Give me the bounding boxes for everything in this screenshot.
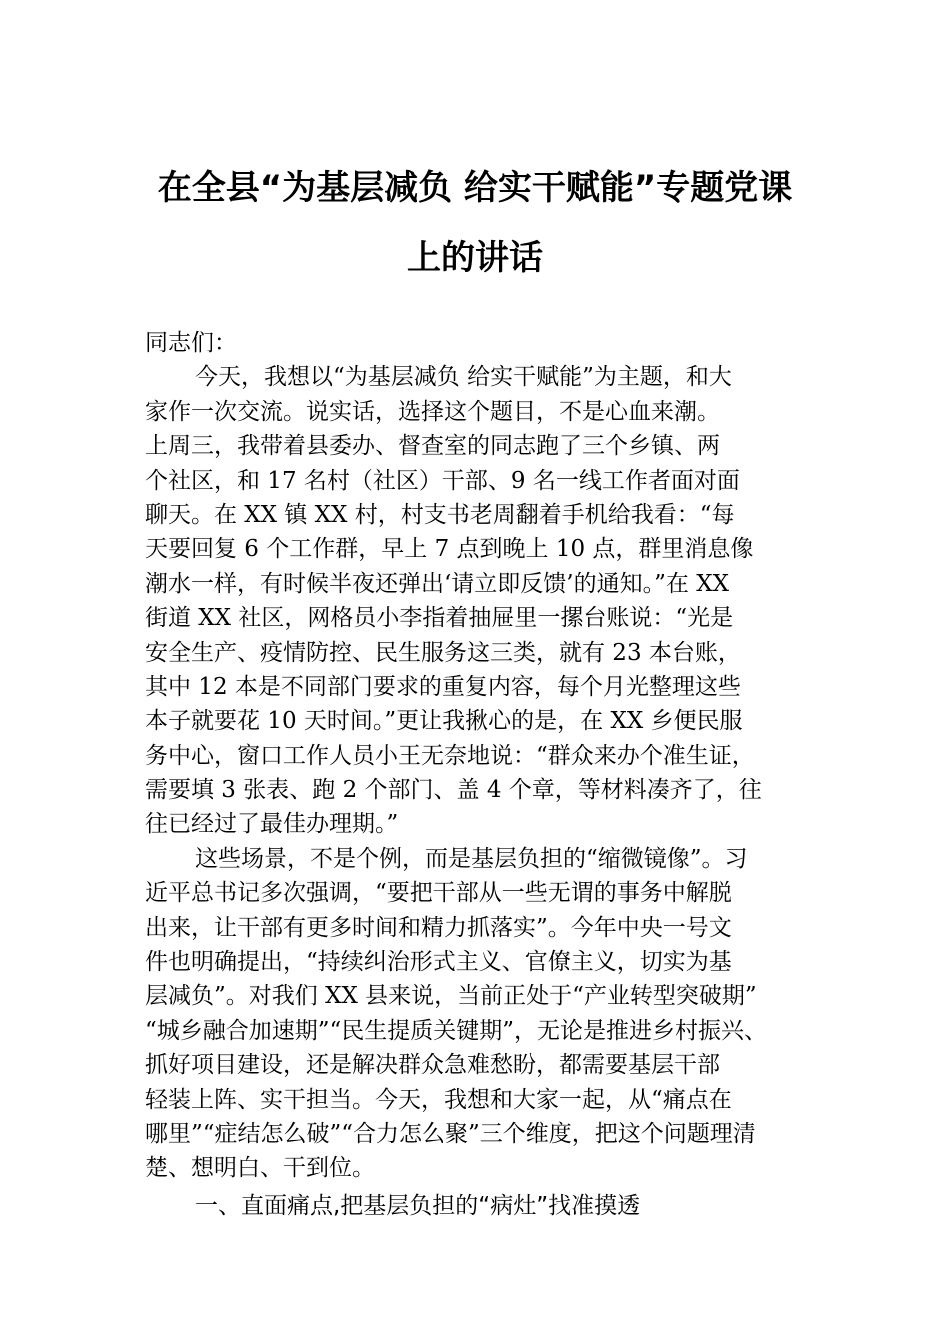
text-line: 抓好项目建设，还是解决群众急难愁盼，都需要基层干部	[145, 1052, 720, 1079]
text-line: “城乡融合加速期”“民生提质关键期”，无论是推进乡村振兴、	[145, 1017, 768, 1044]
section-heading-1: 一、直面痛点,把基层负担的“病灶”找准摸透	[195, 1192, 641, 1219]
text-line: 往已经过了最佳办理期。”	[145, 811, 399, 838]
text-line: 需要填 3 张表、跑 2 个部门、盖 4 个章，等材料凑齐了，往	[145, 777, 762, 804]
document-title-line-1: 在全县“为基层减负 给实干赋能”专题党课	[157, 168, 793, 208]
text-line: 聊天。在 XX 镇 XX 村，村支书老周翻着手机给我看：“每	[145, 501, 735, 528]
text-line: 上周三，我带着县委办、督查室的同志跑了三个乡镇、两	[145, 433, 720, 460]
salutation: 同志们：	[145, 330, 237, 356]
text-line: 家作一次交流。说实话，选择这个题目，不是心血来潮。	[145, 398, 720, 425]
text-line: 务中心，窗口工作人员小王无奈地说：“群众来办个准生证，	[145, 742, 755, 769]
text-line: 今天，我想以“为基层减负 给实干赋能”为主题，和大	[195, 364, 732, 391]
text-line: 出来，让干部有更多时间和精力抓落实”。今年中央一号文	[145, 914, 732, 941]
text-line: 这些场景，不是个例，而是基层负担的“缩微镜像”。习	[195, 845, 748, 872]
text-line: 哪里”“症结怎么破”“合力怎么聚”三个维度，把这个问题理清	[145, 1120, 756, 1147]
text-line: 层减负”。对我们 XX 县来说，当前正处于“产业转型突破期”	[145, 983, 757, 1010]
document-title-line-2: 上的讲话	[407, 238, 543, 278]
text-line: 本子就要花 10 天时间。”更让我揪心的是，在 XX 乡便民服	[145, 708, 743, 735]
paragraph-1	[145, 360, 835, 841]
document-body	[145, 326, 835, 1226]
text-line: 街道 XX 社区，网格员小李指着抽屉里一摞台账说：“光是	[145, 605, 734, 632]
text-line: 其中 12 本是不同部门要求的重复内容，每个月光整理这些	[145, 673, 741, 700]
paragraph-2	[145, 842, 835, 1186]
text-line: 轻装上阵、实干担当。今天，我想和大家一起，从“痛点在	[145, 1086, 732, 1113]
text-line: 件也明确提出，“持续纠治形式主义、官僚主义，切实为基	[145, 949, 732, 976]
text-line: 个社区，和 17 名村（社区）干部、9 名一线工作者面对面	[145, 467, 740, 494]
text-line: 近平总书记多次强调，“要把干部从一些无谓的事务中解脱	[145, 880, 732, 907]
text-line: 安全生产、疫情防控、民生服务这三类，就有 23 本台账，	[145, 639, 741, 666]
text-line: 楚、想明白、干到位。	[145, 1155, 375, 1182]
text-line: 天要回复 6 个工作群，早上 7 点到晚上 10 点，群里消息像	[145, 536, 754, 563]
text-line: 潮水一样，有时候半夜还弹出‘请立即反馈’的通知。”在 XX	[145, 570, 729, 597]
